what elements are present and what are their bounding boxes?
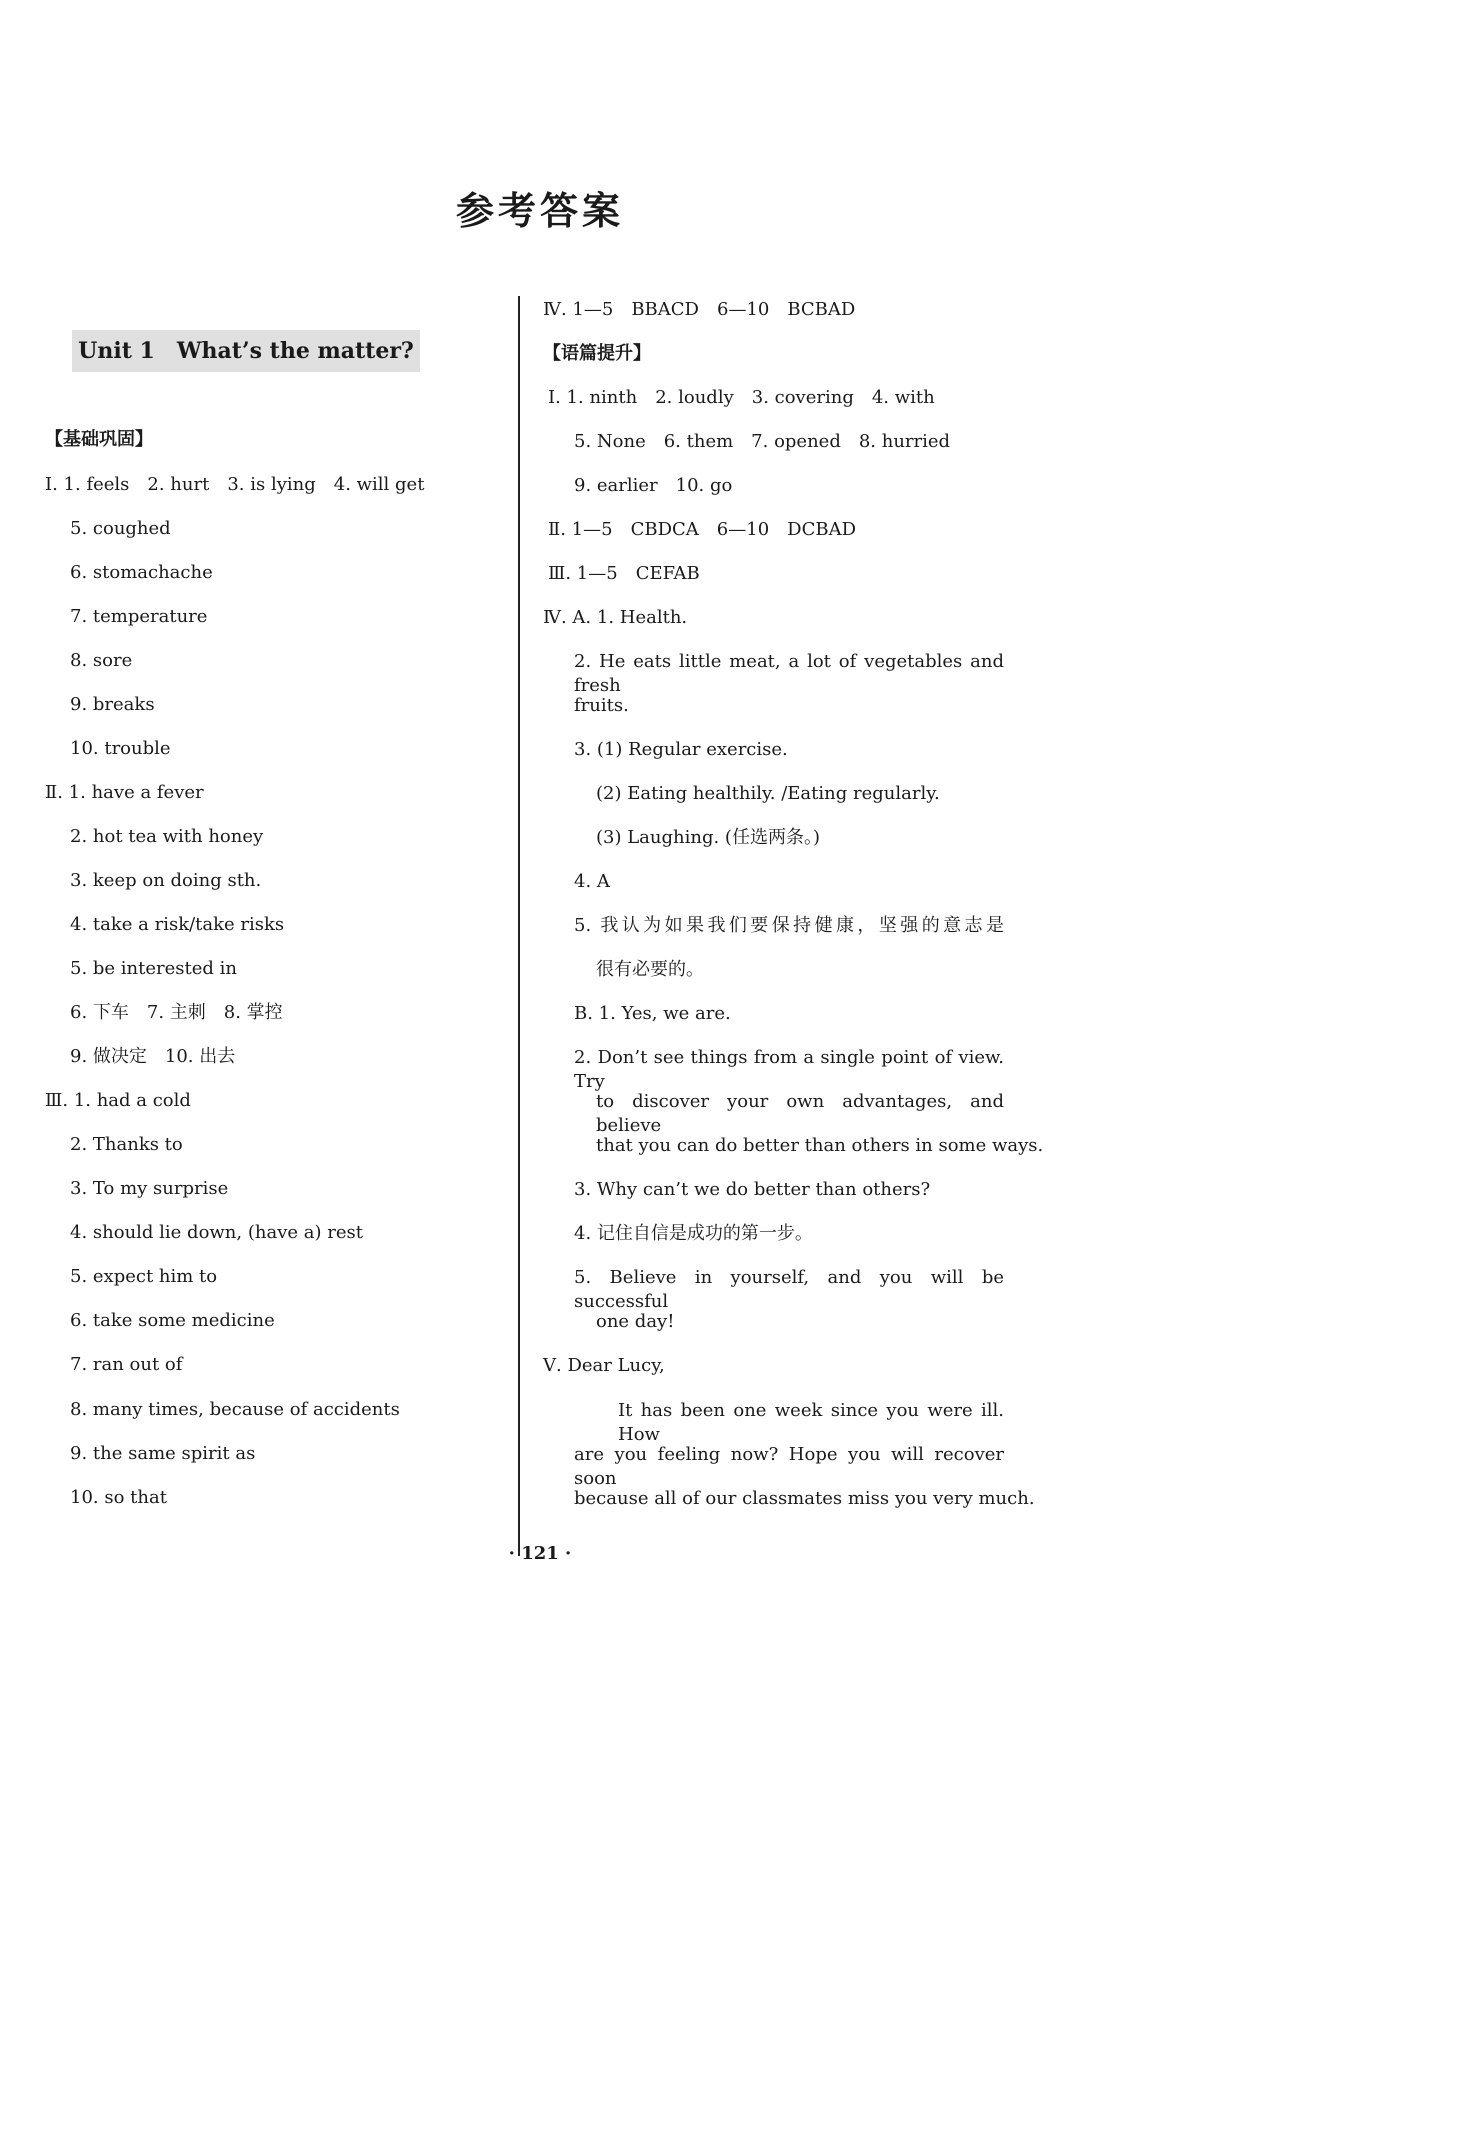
answer-line: fruits. (574, 695, 629, 716)
page-number: · 121 · (508, 1543, 572, 1564)
answer-line: 4. A (574, 871, 610, 892)
answer-line: 6. stomachache (70, 562, 213, 583)
answer-line: 3. Why can’t we do better than others? (574, 1179, 931, 1200)
answer-line: Ⅲ. 1—5 CEFAB (548, 563, 700, 584)
answer-line: 5. None 6. them 7. opened 8. hurried (574, 431, 951, 452)
answer-line: Ⅰ. 1. ninth 2. loudly 3. covering 4. with (548, 387, 935, 408)
answer-line: 9. the same spirit as (70, 1443, 256, 1464)
answer-line: Ⅴ. Dear Lucy, (543, 1355, 665, 1376)
answer-line: 7. ran out of (70, 1354, 183, 1375)
answer-line: 9. earlier 10. go (574, 475, 733, 496)
answer-line: 2. Thanks to (70, 1134, 183, 1155)
section-heading-basic: 【基础巩固】 (45, 429, 153, 450)
answer-line: 10. trouble (70, 738, 171, 759)
answer-line: 2. He eats little meat, a lot of vegetables and fresh (574, 651, 1004, 696)
answer-line: 10. so that (70, 1487, 167, 1508)
unit-title-banner: Unit 1 What’s the matter? (72, 330, 420, 372)
answer-line: Ⅱ. 1. have a fever (45, 782, 204, 803)
answer-line: 5. coughed (70, 518, 171, 539)
answer-line: (2) Eating healthily. /Eating regularly. (596, 783, 940, 804)
answer-line: that you can do better than others in some ways. (596, 1135, 1044, 1156)
answer-line: 9. breaks (70, 694, 155, 715)
section-heading-reading: 【语篇提升】 (543, 343, 651, 364)
answer-line: 很有必要的。 (596, 959, 704, 980)
answer-line: B. 1. Yes, we are. (574, 1003, 731, 1024)
answer-line: 4. should lie down, (have a) rest (70, 1222, 363, 1243)
page-title: 参考答案 (455, 188, 624, 233)
answer-line: are you feeling now? Hope you will recover soon (574, 1444, 1004, 1489)
answer-line: 3. (1) Regular exercise. (574, 739, 788, 760)
answer-line: because all of our classmates miss you very much. (574, 1488, 1035, 1509)
answer-line: 8. many times, because of accidents (70, 1399, 400, 1420)
answer-line: 3. keep on doing sth. (70, 870, 262, 891)
answer-line: 6. 下车 7. 主刺 8. 掌控 (70, 1002, 283, 1023)
answer-line: 8. sore (70, 650, 133, 671)
answer-line: 4. 记住自信是成功的第一步。 (574, 1223, 813, 1244)
answer-line: 5. be interested in (70, 958, 238, 979)
answer-line: Ⅳ. 1—5 BBACD 6—10 BCBAD (543, 299, 856, 320)
answer-line: one day! (596, 1311, 675, 1332)
answer-line: 5. 我认为如果我们要保持健康，坚强的意志是 (574, 915, 1004, 936)
answer-line: Ⅱ. 1—5 CBDCA 6—10 DCBAD (548, 519, 857, 540)
answer-line: Ⅲ. 1. had a cold (45, 1090, 191, 1111)
answer-line: It has been one week since you were ill. How (618, 1400, 1004, 1445)
answer-line: 3. To my surprise (70, 1178, 229, 1199)
column-divider (518, 296, 520, 1556)
answer-line: 2. Don’t see things from a single point of view. Try (574, 1047, 1004, 1092)
answer-line: 5. Believe in yourself, and you will be successful (574, 1267, 1004, 1312)
answer-line: to discover your own advantages, and believe (596, 1091, 1004, 1136)
answer-line: 4. take a risk/take risks (70, 914, 285, 935)
answer-line: 9. 做决定 10. 出去 (70, 1046, 236, 1067)
answer-line: Ⅰ. 1. feels 2. hurt 3. is lying 4. will get (45, 474, 425, 495)
answer-line: Ⅳ. A. 1. Health. (543, 607, 688, 628)
answer-line: 5. expect him to (70, 1266, 218, 1287)
answer-line: 2. hot tea with honey (70, 826, 264, 847)
answer-line: 6. take some medicine (70, 1310, 275, 1331)
answer-line: 7. temperature (70, 606, 208, 627)
answer-line: (3) Laughing. (任选两条。) (596, 827, 820, 848)
